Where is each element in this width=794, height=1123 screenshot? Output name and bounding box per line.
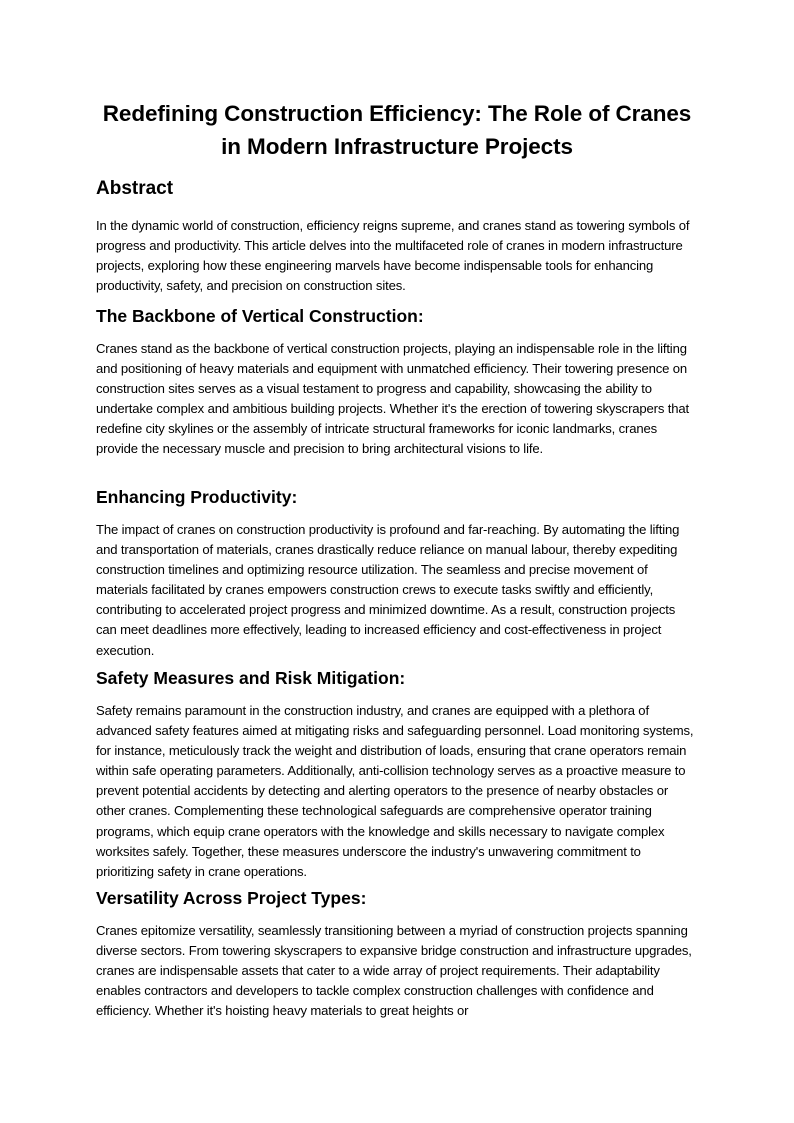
section-body-productivity: The impact of cranes on construction productivity is profound and far-reaching. By automating the lifting and transportation of materials, cranes drastically reduce reliance on manual labour, thereby expediting construction timelines and optimizing resource utilization. The seamless and precise movement of materials facilitated by cranes empowers construction crews to execute tasks swiftly and efficiently, contributing to accelerated project progress and minimized downtime. As a result, construction projects can meet deadlines more effectively, leading to increased efficiency and cost-effectiveness in project execution. [96, 522, 680, 658]
section-body-backbone: Cranes stand as the backbone of vertical construction projects, playing an indispensable role in the lifting and positioning of heavy materials and equipment with unmatched efficiency. Their towering presence on construction sites serves as a visual testament to progress and capability, showcasing the ability to undertake complex and ambitious building projects. Whether it's the erection of towering skyscrapers that redefine city skylines or the assembly of intricate structural frameworks for iconic landmarks, cranes provide the necessary muscle and precision to bring architectural visions to life. [96, 341, 690, 457]
section-heading-abstract: Abstract [96, 178, 174, 199]
section-body-abstract: In the dynamic world of construction, efficiency reigns supreme, and cranes stand as towering symbols of progress and productivity. This article delves into the multifaceted role of cranes in modern infrastructure projects, exploring how these engineering marvels have become indispensable tools for enhancing productivity, safety, and precision on construction sites. [96, 218, 690, 294]
document-title: Redefining Construction Efficiency: The Role of Cranes in Modern Infrastructure Projects [102, 101, 692, 159]
section-body-safety: Safety remains paramount in the construction industry, and cranes are equipped with a plethora of advanced safety features aimed at mitigating risks and safeguarding personnel. Load monitoring systems, for instance, meticulously track the weight and distribution of loads, ensuring that crane operators remain within safe operating parameters. Additionally, anti-collision technology serves as a proactive measure to prevent potential accidents by detecting and alerting operators to the presence of nearby obstacles or other cranes. Complementing these technological safeguards are comprehensive operator training programs, which equip crane operators with the knowledge and skills necessary to navigate complex worksites safely. Together, these measures underscore the industry's unwavering commitment to prioritizing safety in crane operations. [96, 703, 694, 879]
section-heading-backbone: The Backbone of Vertical Construction: [96, 306, 424, 326]
section-heading-productivity: Enhancing Productivity: [96, 487, 298, 507]
section-heading-versatility: Versatility Across Project Types: [96, 888, 367, 908]
section-body-versatility: Cranes epitomize versatility, seamlessly transitioning between a myriad of construction projects spanning diverse sectors. From towering skyscrapers to expansive bridge construction and infrastructure upgrades, cranes are indispensable assets that cater to a wide array of project requirements. Their adaptability enables contractors and developers to tackle complex construction challenges with confidence and efficiency. Whether it's hoisting heavy materials to great heights or [96, 923, 692, 1019]
section-heading-safety: Safety Measures and Risk Mitigation: [96, 668, 406, 688]
